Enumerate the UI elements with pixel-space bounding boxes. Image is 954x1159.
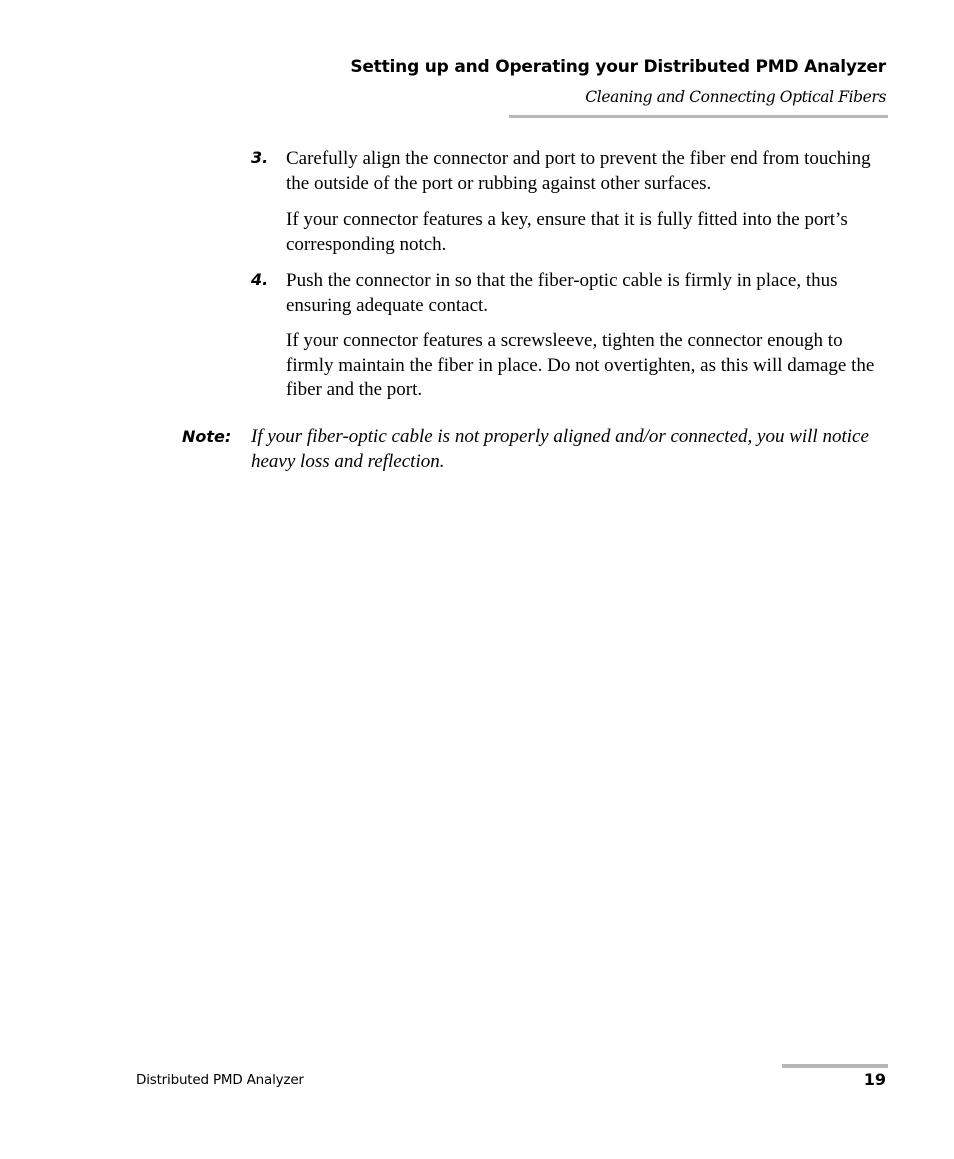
step-number: 3. [251, 148, 269, 167]
step-subtext: If your connector features a screwsleeve, tighten the connector enough to firmly maintain the fiber in place. Do not overtighten, as this will damage the fiber and the port. [286, 330, 875, 400]
running-header-title: Setting up and Operating your Distributed PMD Analyzer [350, 57, 886, 77]
step-subtext: If your connector features a key, ensure that it is fully fitted into the port’s corresponding notch. [286, 209, 848, 255]
footer-product-name: Distributed PMD Analyzer [136, 1072, 304, 1088]
step-text: Push the connector in so that the fiber-optic cable is firmly in place, thus ensuring adequate contact. [286, 270, 838, 316]
note-text: If your fiber-optic cable is not properly aligned and/or connected, you will notice heavy loss and reflection. [251, 426, 869, 472]
footer-rule [782, 1064, 888, 1068]
step-text: Carefully align the connector and port to prevent the fiber end from touching the outside of the port or rubbing against other surfaces. [286, 148, 871, 194]
running-header-section: Cleaning and Connecting Optical Fibers [585, 88, 886, 106]
step-number: 4. [251, 270, 269, 289]
page-number: 19 [863, 1070, 886, 1089]
header-rule [509, 115, 888, 118]
note-label: Note: [182, 427, 232, 446]
